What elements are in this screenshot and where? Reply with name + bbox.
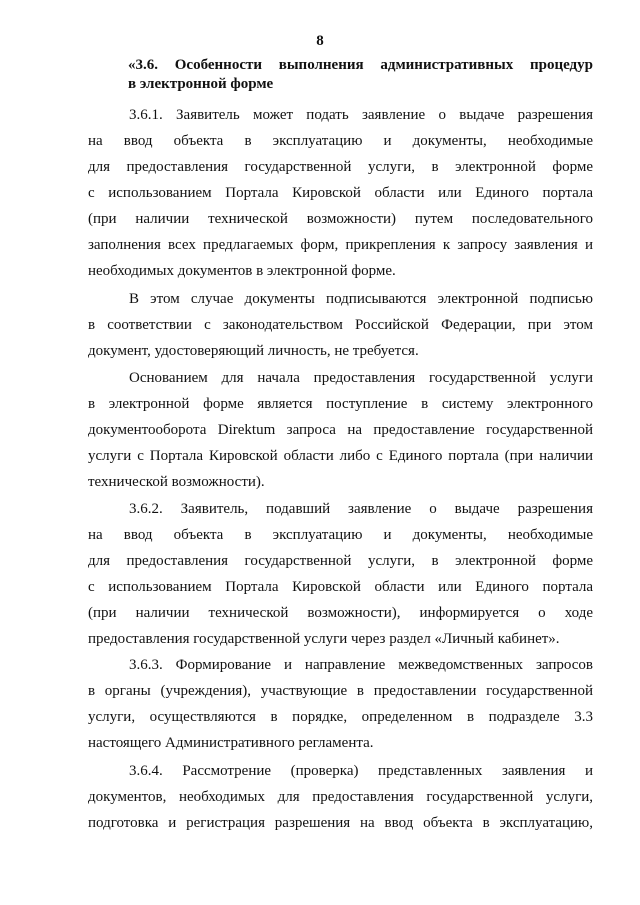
- paragraph-signature-line: в соответствии с законодательством Российской Федерации, при этом: [88, 317, 593, 333]
- paragraph-3-6-3-line: в органы (учреждения), участвующие в предоставлении государственной: [88, 683, 593, 699]
- paragraph-3-6-2-line: на ввод объекта в эксплуатацию и документы, необходимые: [88, 527, 593, 543]
- paragraph-3-6-1-line: на ввод объекта в эксплуатацию и документы, необходимые: [88, 133, 593, 149]
- paragraph-signature-line: документ, удостоверяющий личность, не требуется.: [88, 343, 419, 359]
- paragraph-3-6-3-line: 3.6.3. Формирование и направление межведомственных запросов: [129, 657, 593, 673]
- paragraph-3-6-1-line: (при наличии технической возможности) путем последовательного: [88, 211, 593, 227]
- paragraph-3-6-2-line: (при наличии технической возможности), информируется о ходе: [88, 605, 593, 621]
- paragraph-basis-line: в электронной форме является поступление в систему электронного: [88, 396, 593, 412]
- paragraph-basis-line: услуги с Портала Кировской области либо с Единого портала (при наличии: [88, 448, 593, 464]
- paragraph-3-6-1-line: 3.6.1. Заявитель может подать заявление о выдаче разрешения: [129, 107, 593, 123]
- section-heading-line-1: «3.6. Особенности выполнения административных процедур: [128, 57, 593, 73]
- paragraph-3-6-1-line: с использованием Портала Кировской области или Единого портала: [88, 185, 593, 201]
- paragraph-basis-line: документооборота Direktum запроса на предоставление государственной: [88, 422, 593, 438]
- paragraph-basis-line: технической возможности).: [88, 474, 265, 490]
- paragraph-3-6-1-line: необходимых документов в электронной форме.: [88, 263, 396, 279]
- paragraph-3-6-2-line: с использованием Портала Кировской области или Единого портала: [88, 579, 593, 595]
- paragraph-3-6-1-line: для предоставления государственной услуги, в электронной форме: [88, 159, 593, 175]
- paragraph-3-6-2-line: 3.6.2. Заявитель, подавший заявление о выдаче разрешения: [129, 501, 593, 517]
- paragraph-3-6-4-line: 3.6.4. Рассмотрение (проверка) представленных заявления и: [129, 763, 593, 779]
- paragraph-3-6-1-line: заполнения всех предлагаемых форм, прикрепления к запросу заявления и: [88, 237, 593, 253]
- paragraph-3-6-2-line: для предоставления государственной услуги, в электронной форме: [88, 553, 593, 569]
- paragraph-signature-line: В этом случае документы подписываются электронной подписью: [129, 291, 593, 307]
- page-number: 8: [316, 33, 324, 49]
- paragraph-3-6-3-line: услуги, осуществляются в порядке, определенном в подразделе 3.3: [88, 709, 593, 725]
- paragraph-3-6-4-line: документов, необходимых для предоставления государственной услуги,: [88, 789, 593, 805]
- paragraph-3-6-3-line: настоящего Административного регламента.: [88, 735, 374, 751]
- paragraph-basis-line: Основанием для начала предоставления государственной услуги: [129, 370, 593, 386]
- paragraph-3-6-4-line: подготовка и регистрация разрешения на ввод объекта в эксплуатацию,: [88, 815, 593, 831]
- paragraph-3-6-2-line: предоставления государственной услуги через раздел «Личный кабинет».: [88, 631, 560, 647]
- section-heading-line-2: в электронной форме: [128, 76, 274, 92]
